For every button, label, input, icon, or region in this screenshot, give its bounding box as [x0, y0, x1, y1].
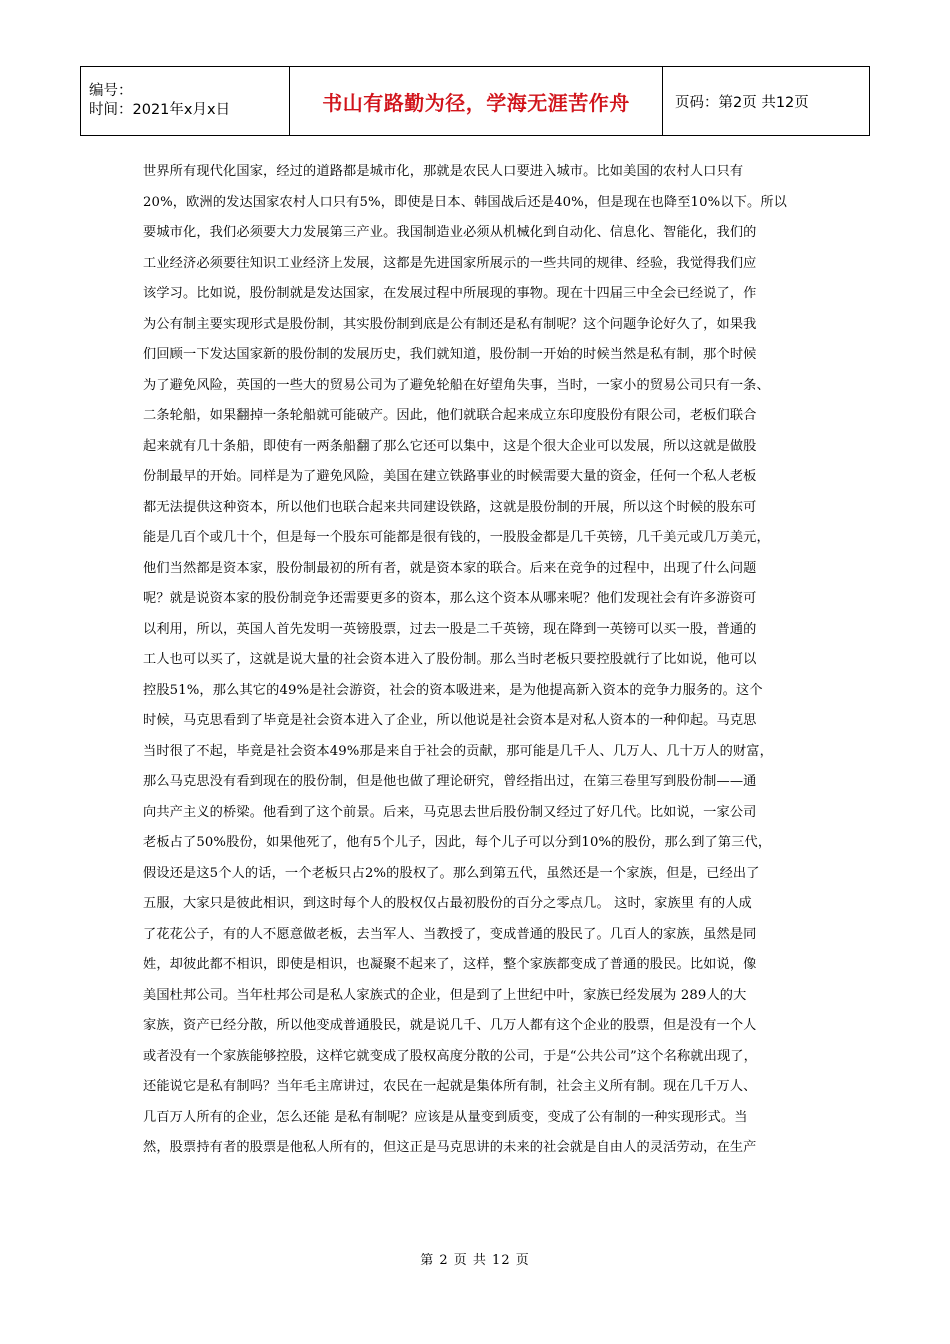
body-line: 几百万人所有的企业，怎么还能 是私有制呢？应该是从量变到质变，变成了公有制的一种实现形式。当 — [143, 1109, 748, 1125]
body-line: 该学习。比如说，股份制就是发达国家，在发展过程中所展现的事物。现在十四届三中全会已经说了，作 — [143, 286, 757, 301]
body-line: 份制最早的开始。同样是为了避免风险，美国在建立铁路事业的时候需要大量的资金，任何一个私人老板 — [143, 469, 757, 484]
body-line: 了花花公子，有的人不愿意做老板，去当军人、当教授了，变成普通的股民了。几百人的家族，虽然是同 — [143, 926, 757, 942]
body-line: 控股51%，那么其它的49%是社会游资，社会的资本吸进来，是为他提高新入资本的竞争力服务的。这个 — [143, 682, 763, 698]
body-line: 或者没有一个家族能够控股，这样它就变成了股权高度分散的公司，于是“公共公司”这个名称就出现了， — [143, 1048, 757, 1064]
body-line: 然，股票持有者的股票是他私人所有的，但这正是马克思讲的未来的社会就是自由人的灵活劳动，在生产 — [143, 1140, 757, 1155]
page-header — [80, 66, 870, 136]
body-line: 工人也可以买了，这就是说大量的社会资本进入了股份制。那么当时老板只要控股就行了比如说，他可以 — [143, 652, 757, 667]
body-line: 他们当然都是资本家，股份制最初的所有者，就是资本家的联合。后来在竞争的过程中，出现了什么问题 — [143, 560, 757, 576]
body-line: 当时很了不起，毕竟是社会资本49%那是来自于社会的贡献，那可能是几千人、几万人、几十万人的财富， — [143, 743, 773, 759]
body-line: 能是几百个或几十个，但是每一个股东可能都是很有钱的，一股股金都是几千英镑，几千美元或几万美元， — [143, 530, 770, 545]
body-line: 还能说它是私有制吗？当年毛主席讲过，农民在一起就是集体所有制，社会主义所有制。现在几千万人、 — [143, 1079, 757, 1094]
body-line: 为公有制主要实现形式是股份制，其实股份制到底是公有制还是私有制呢？这个问题争论好久了，如果我 — [143, 316, 757, 332]
body-line: 要城市化，我们必须要大力发展第三产业。我国制造业必须从机械化到自动化、信息化、智能化，我们的 — [143, 225, 757, 240]
document-number-label: 编号： — [89, 83, 133, 99]
body-line: 二条轮船，如果翻掉一条轮船就可能破产。因此，他们就联合起来成立东印度股份有限公司，老板们联合 — [143, 408, 757, 423]
body-line: 老板占了50%股份，如果他死了，他有5个儿子，因此，每个儿子可以分到10%的股份，那么到了第三代， — [143, 835, 772, 850]
body-line: 向共产主义的桥梁。他看到了这个前景。后来，马克思去世后股份制又经过了好几代。比如说，一家公司 — [143, 804, 757, 820]
page-footer: 第 2 页 共 12 页 — [420, 1253, 530, 1268]
header-motto: 书山有路勤为径，学海无涯苦作舟 — [290, 67, 663, 136]
body-line: 美国杜邦公司。当年杜邦公司是私人家族式的企业，但是到了上世纪中叶，家族已经发展为 289人的大 — [143, 987, 747, 1003]
body-line: 时候，马克思看到了毕竟是社会资本进入了企业，所以他说是社会资本是对私人资本的一种仰起。马克思 — [143, 713, 757, 728]
header-left-cell — [81, 67, 290, 136]
document-body — [143, 157, 813, 1164]
body-line: 五服，大家只是彼此相识，到这时每个人的股权仅占最初股份的百分之零点几。 这时，家族里 有的人成 — [143, 896, 752, 911]
body-line: 起来就有几十条船，即使有一两条船翻了那么它还可以集中，这是个很大企业可以发展，所以这就是做股 — [143, 438, 757, 454]
body-line: 为了避免风险，英国的一些大的贸易公司为了避免轮船在好望角失事，当时，一家小的贸易公司只有一条、 — [143, 377, 770, 393]
body-line: 世界所有现代化国家，经过的道路都是城市化，那就是农民人口要进入城市。比如美国的农村人口只有 — [143, 164, 744, 179]
body-line: 那么马克思没有看到现在的股份制，但是他也做了理论研究，曾经指出过，在第三卷里写到股份制——通 — [143, 774, 757, 789]
body-line: 们回顾一下发达国家新的股份制的发展历史，我们就知道，股份制一开始的时候当然是私有制，那个时候 — [143, 347, 757, 362]
document-time-label: 时间：2021年x月x日 — [89, 102, 231, 118]
header-page-info: 页码：第2页 共12页 — [663, 67, 870, 136]
body-line: 都无法提供这种资本，所以他们也联合起来共同建设铁路，这就是股份制的开展，所以这个时候的股东可 — [143, 499, 757, 515]
body-line: 假设还是这5个人的话，一个老板只占2%的股权了。那么到第五代，虽然还是一个家族，但是，已经出了 — [143, 865, 760, 881]
body-line: 姓，却彼此都不相识，即使是相识，也凝聚不起来了，这样，整个家族都变成了普通的股民。比如说，像 — [143, 957, 757, 972]
body-line: 以利用，所以，英国人首先发明一英镑股票，过去一股是二千英镑，现在降到一英镑可以买一股，普通的 — [143, 621, 757, 637]
body-line: 呢？就是说资本家的股份制竞争还需要更多的资本，那么这个资本从哪来呢？他们发现社会有许多游资可 — [143, 591, 757, 606]
body-line: 工业经济必须要往知识工业经济上发展，这都是先进国家所展示的一些共同的规律、经验，我觉得我们应 — [143, 255, 757, 271]
body-line: 家族，资产已经分散，所以他变成普通股民，就是说几千、几万人都有这个企业的股票，但是没有一个人 — [143, 1018, 757, 1033]
body-line: 20%，欧洲的发达国家农村人口只有5%，即使是日本、韩国战后还是40%，但是现在也降至10%以下。所以 — [143, 194, 788, 210]
